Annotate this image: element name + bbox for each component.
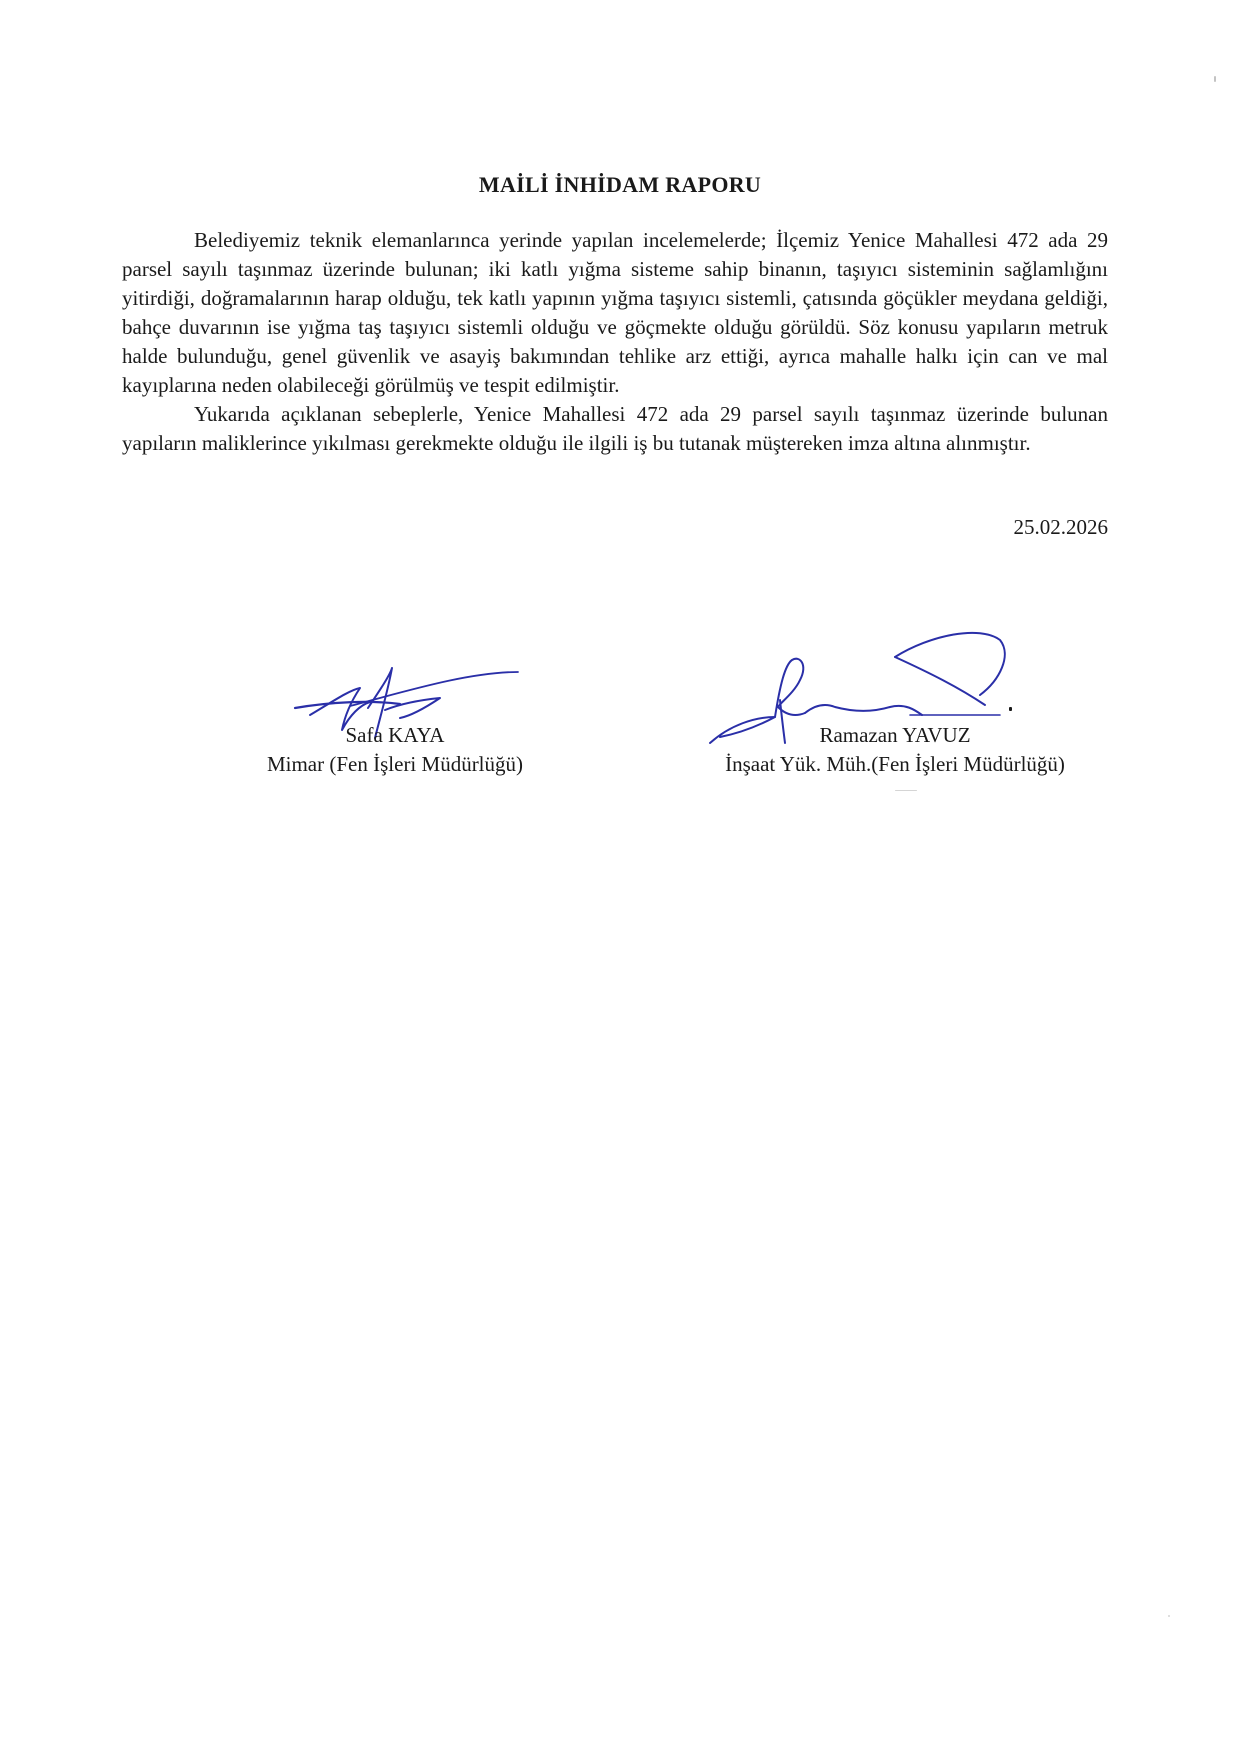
paragraph-findings: Belediyemiz teknik elemanlarınca yerinde yapılan incelemelerde; İlçemiz Yenice Mahallesi 472 ada 29 parsel sayılı taşınmaz üzerinde bulunan; iki katlı yığma sisteme sahip binanın, taşıyıcı sisteminin sağlamlığını yitirdiği, doğramalarının harap olduğu, tek katlı yapının yığma taşıyıcı sistemli, çatısında göçükler meydana geldiği, bahçe duvarının ise yığma taş taşıyıcı sistemli olduğu ve göçmekte olduğu görüldü. Söz konusu yapıların metruk halde bulunduğu, genel güvenlik ve asayiş bakımından tehlike arz ettiği, ayrıca mahalle halkı için can ve mal kayıplarına neden olabileceği görülmüş ve tespit edilmiştir. (122, 228, 1108, 397)
signatory-left-name: Safa KAYA (345, 723, 445, 747)
paragraph-conclusion: Yukarıda açıklanan sebeplerle, Yenice Mahallesi 472 ada 29 parsel sayılı taşınmaz üzerinde bulunan yapıların maliklerince yıkılması gerekmekte olduğu ile ilgili iş bu tutanak müştereken imza altına alınmıştır. (122, 402, 1108, 455)
signatory-right-name: Ramazan YAVUZ (819, 723, 971, 747)
signatory-right-title: İnşaat Yük. Müh.(Fen İşleri Müdürlüğü) (725, 752, 1065, 776)
report-body (122, 226, 1108, 458)
scan-speck (1214, 76, 1216, 82)
signatory-right (680, 721, 1110, 779)
document-date: 25.02.2026 (1013, 515, 1108, 539)
ink-dot (1009, 707, 1012, 711)
document-title: MAİLİ İNHİDAM RAPORU (478, 172, 762, 197)
signatory-left (210, 721, 580, 779)
scan-speck (1168, 1615, 1170, 1617)
signatory-left-title: Mimar (Fen İşleri Müdürlüğü) (266, 752, 524, 776)
scan-speck (895, 790, 917, 791)
